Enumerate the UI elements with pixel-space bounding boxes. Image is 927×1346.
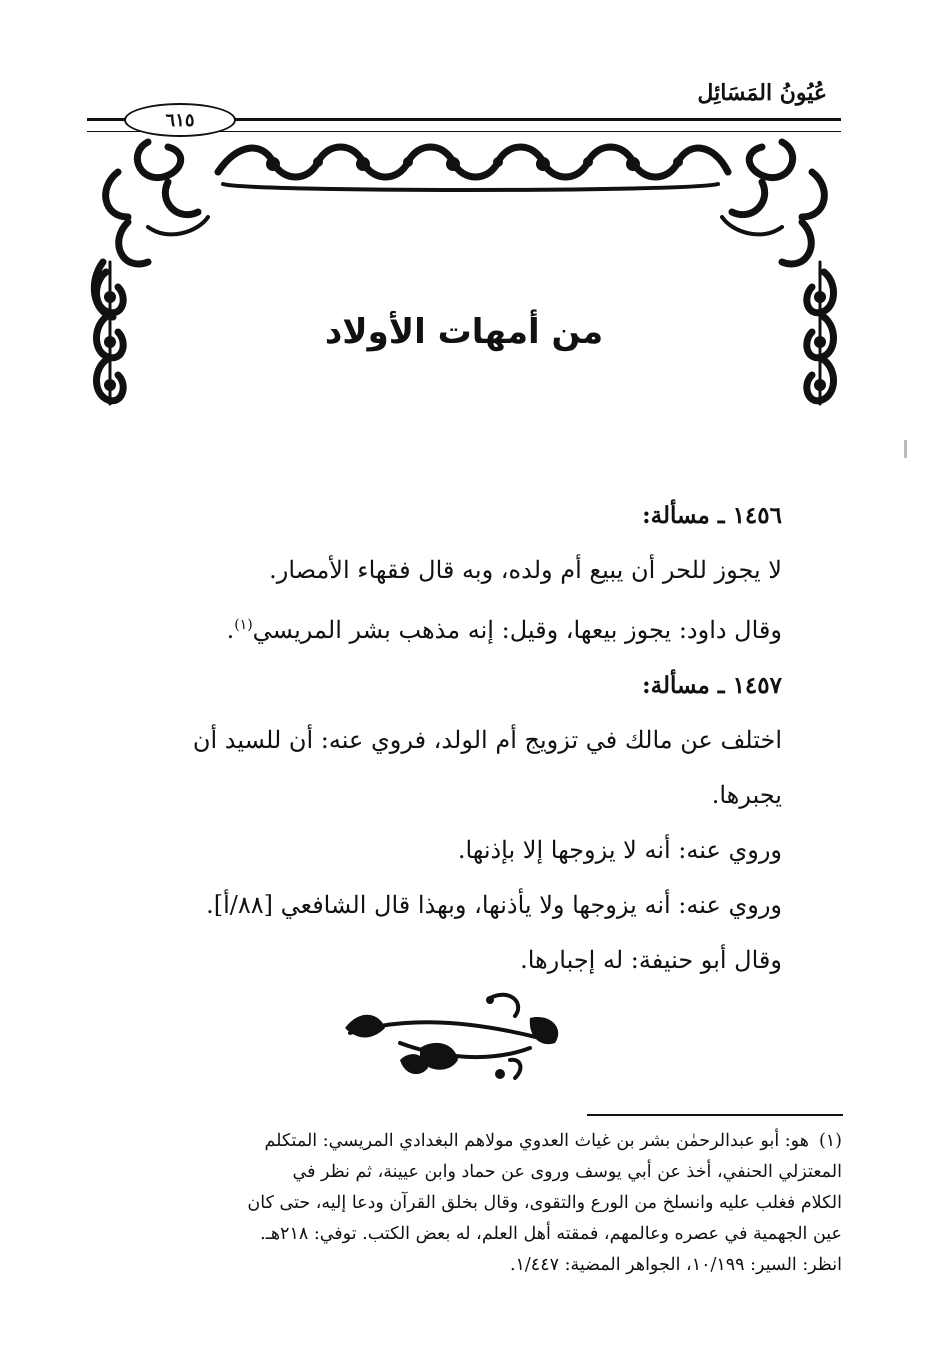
paragraph-text: وقال داود: يجوز بيعها، وقيل: إنه مذهب بشر المريسي — [252, 616, 782, 644]
page-number: ٦١٥ — [124, 103, 236, 137]
footnotes — [84, 1126, 842, 1281]
paragraph: اختلف عن مالك في تزويج أم الولد، فروي عنه: أن للسيد أن — [192, 726, 782, 754]
issue-heading: ١٤٥٦ ـ مسألة: — [642, 502, 782, 529]
paragraph — [84, 598, 782, 658]
paragraph-end: . — [226, 616, 235, 644]
paragraph: وقال أبو حنيفة: له إجبارها. — [520, 946, 782, 974]
footnote — [84, 1126, 842, 1281]
ornamental-frame — [88, 132, 842, 412]
chapter-title: من أمهات الأولاد — [324, 312, 604, 352]
paragraph: وروي عنه: أنه يزوجها ولا يأذنها، وبهذا قال الشافعي [٨٨/أ]. — [206, 891, 782, 919]
floral-vignette — [340, 988, 566, 1084]
paragraph-continuation: يجبرها. — [711, 781, 782, 809]
footnote-reference: (١) — [234, 617, 253, 633]
main-text — [84, 488, 782, 988]
running-title: عُيُونُ المَسَائِل — [697, 80, 827, 106]
paragraph: وروي عنه: أنه لا يزوجها إلا بإذنها. — [457, 836, 782, 864]
scan-mark — [904, 440, 907, 458]
footnote-line: عين الجهمية في عصره وعالمهم، فمقته أهل العلم، له بعض الكتب. توفي: ٢١٨هـ. — [260, 1224, 842, 1244]
footnote-line: هو: أبو عبدالرحمٰن بشر بن غياث العدوي مولاهم البغدادي المريسي: المتكلم — [264, 1131, 809, 1151]
footnote-line: الكلام فغلب عليه وانسلخ من الورع والتقوى، وقال بخلق القرآن ودعا إليه، حتى كان — [247, 1193, 842, 1213]
footnote-line: انظر: السير: ١٠/١٩٩، الجواهر المضية: ١/٤٤٧. — [509, 1255, 842, 1275]
footnote-line: المعتزلي الحنفي، أخذ عن أبي يوسف وروى عن حماد وابن عيينة، ثم نظر في — [292, 1162, 842, 1182]
footnote-marker: (١) — [818, 1131, 842, 1151]
paragraph: لا يجوز للحر أن يبيع أم ولده، وبه قال فقهاء الأمصار. — [269, 556, 782, 584]
issue-heading: ١٤٥٧ ـ مسألة: — [642, 672, 782, 699]
footnote-separator — [587, 1114, 843, 1116]
